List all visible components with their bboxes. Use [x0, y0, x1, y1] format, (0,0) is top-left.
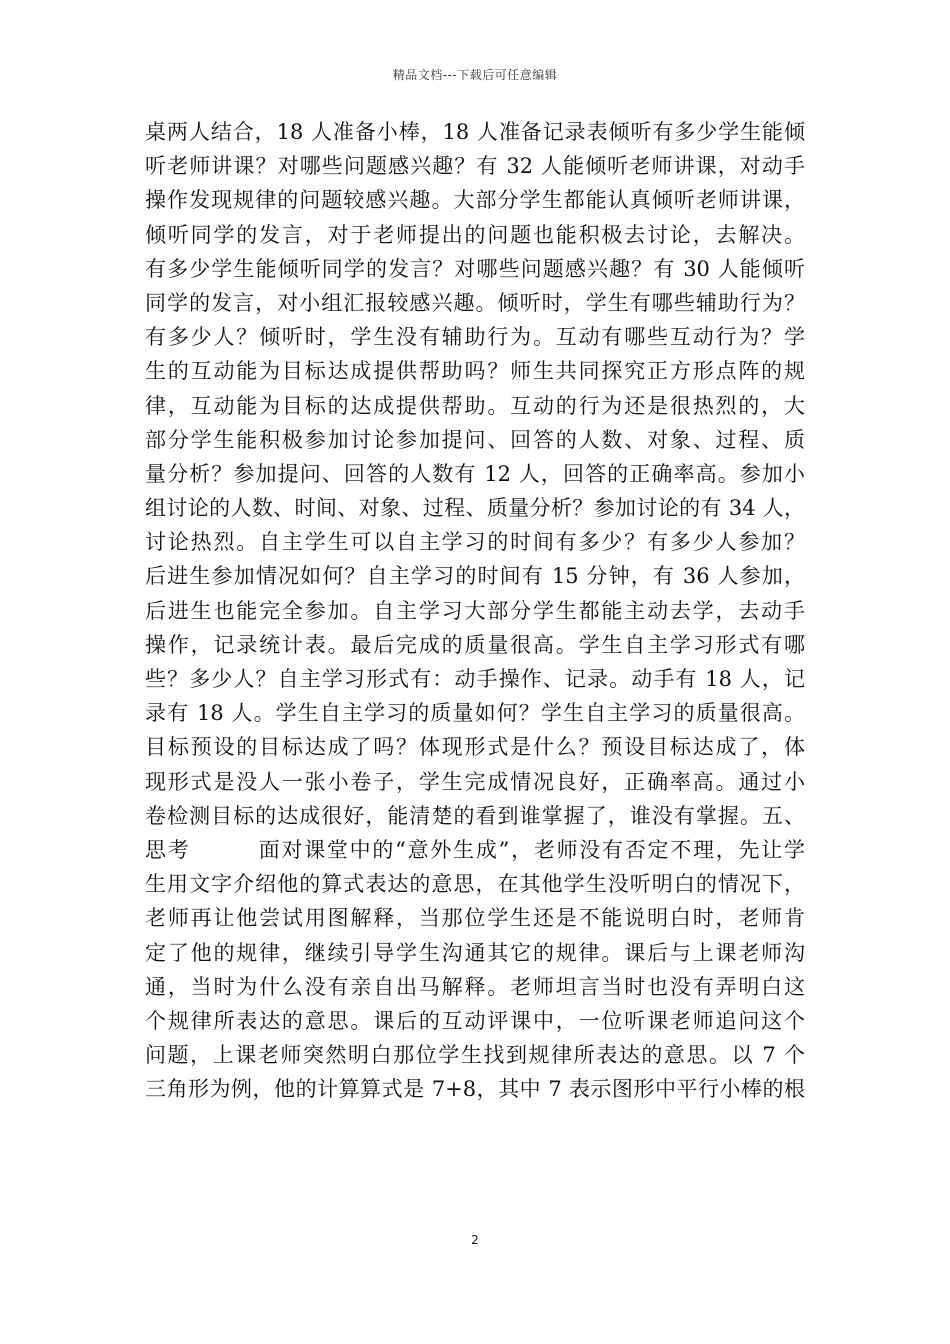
- text-line: 些？多少人？自主学习形式有：动手操作、记录。动手有 18 人，记: [145, 667, 805, 691]
- text-line: 操作发现规律的问题较感兴趣。大部分学生都能认真倾听老师讲课，: [145, 188, 805, 213]
- text-line: 同学的发言，对小组汇报较感兴趣。倾听时，学生有哪些辅助行为？: [145, 290, 805, 315]
- text-line: 后进生参加情况如何？自主学习的时间有 15 分钟，有 36 人参加，: [145, 564, 805, 589]
- text-line: 听老师讲课？对哪些问题感兴趣？有 32 人能倾听老师讲课，对动手: [145, 154, 805, 179]
- text-line: 部分学生能积极参加讨论参加提问、回答的人数、对象、过程、质: [145, 427, 805, 452]
- text-line: 律，互动能为目标的达成提供帮助。互动的行为还是很热烈的，大: [145, 393, 805, 418]
- text-line: 通，当时为什么没有亲自出马解释。老师坦言当时也没有弄明白这: [145, 974, 805, 999]
- text-line: 倾听同学的发言，对于老师提出的问题也能积极去讨论，去解决。: [145, 222, 805, 247]
- text-line: 卷检测目标的达成很好，能清楚的看到谁掌握了，谁没有掌握。五、: [145, 803, 805, 828]
- text-line: 个规律所表达的意思。课后的互动评课中，一位听课老师追问这个: [145, 1008, 805, 1033]
- text-line: 桌两人结合，18 人准备小棒，18 人准备记录表倾听有多少学生能倾: [145, 120, 805, 144]
- text-line: 录有 18 人。学生自主学习的质量如何？学生自主学习的质量很高。: [145, 701, 805, 726]
- text-line: 问题，上课老师突然明白那位学生找到规律所表达的意思。以 7 个: [145, 1043, 805, 1068]
- text-line: 目标预设的目标达成了吗？体现形式是什么？预设目标达成了，体: [145, 735, 805, 760]
- page-header: 精品文档---下载后可任意编辑: [392, 68, 558, 82]
- text-line: 操作，记录统计表。最后完成的质量很高。学生自主学习形式有哪: [145, 632, 805, 657]
- text-line: 定了他的规律，继续引导学生沟通其它的规律。课后与上课老师沟: [145, 940, 805, 965]
- text-line: 老师再让他尝试用图解释，当那位学生还是不能说明白时，老师肯: [145, 906, 805, 931]
- text-line: 组讨论的人数、时间、对象、过程、质量分析？参加讨论的有 34 人，: [145, 496, 805, 521]
- text-line: 生用文字介绍他的算式表达的意思，在其他学生没听明白的情况下，: [145, 872, 805, 897]
- body-text: [145, 115, 805, 1106]
- text-line: 量分析？参加提问、回答的人数有 12 人，回答的正确率高。参加小: [145, 461, 805, 486]
- text-line: 思考 面对课堂中的“意外生成”，老师没有否定不理，先让学: [145, 837, 805, 862]
- text-line: 生的互动能为目标达成提供帮助吗？师生共同探究正方形点阵的规: [145, 359, 805, 384]
- text-line: 讨论热烈。自主学生可以自主学习的时间有多少？有多少人参加？: [145, 530, 805, 555]
- text-line: 三角形为例，他的计算算式是 7+8，其中 7 表示图形中平行小棒的根: [145, 1077, 805, 1102]
- page-number: 2: [471, 1233, 479, 1247]
- text-line: 有多少学生能倾听同学的发言？对哪些问题感兴趣？有 30 人能倾听: [145, 256, 805, 281]
- text-line: 有多少人？倾听时，学生没有辅助行为。互动有哪些互动行为？学: [145, 325, 805, 350]
- text-line: 现形式是没人一张小卷子，学生完成情况良好，正确率高。通过小: [145, 769, 805, 794]
- text-line: 后进生也能完全参加。自主学习大部分学生都能主动去学，去动手: [145, 598, 805, 623]
